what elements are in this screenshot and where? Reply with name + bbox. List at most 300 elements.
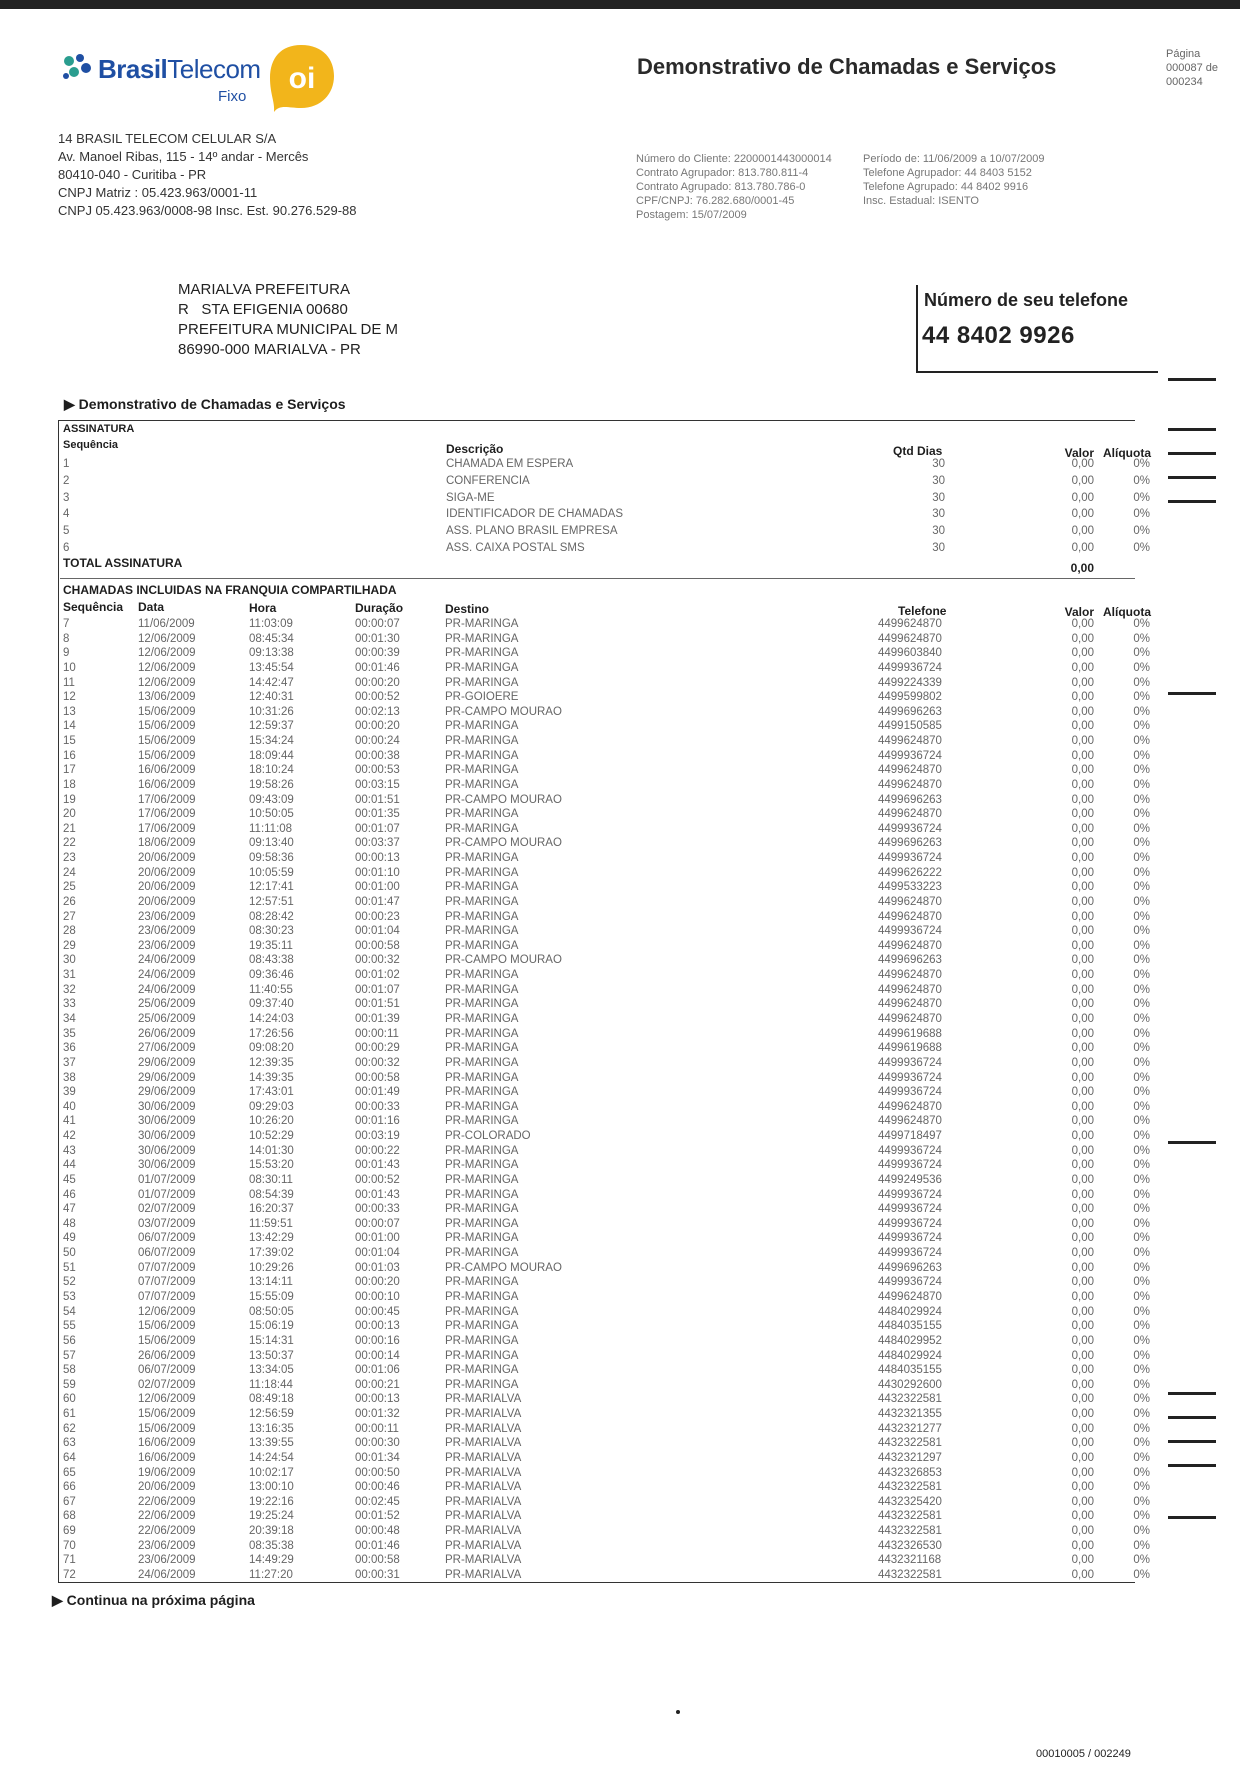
call-cell-valor: 0,00 <box>1071 1086 1094 1099</box>
call-cell-seq: 54 <box>63 1305 76 1318</box>
call-cell-valor: 0,00 <box>1071 749 1094 762</box>
call-cell-hora: 19:22:16 <box>249 1495 294 1508</box>
call-cell-telefone: 4499696263 <box>878 705 942 718</box>
chamadas-header-telefone: Telefone <box>898 604 947 618</box>
call-cell-seq: 66 <box>63 1481 76 1494</box>
call-cell-telefone: 4499624870 <box>878 998 942 1011</box>
call-cell-seq: 68 <box>63 1510 76 1523</box>
call-cell-data: 30/06/2009 <box>138 1115 196 1128</box>
call-cell-data: 17/06/2009 <box>138 793 196 806</box>
call-cell-destino: PR-MARINGA <box>445 1247 519 1260</box>
call-cell-aliquota: 0% <box>1133 969 1150 982</box>
call-cell-duracao: 00:00:13 <box>355 1393 400 1406</box>
call-cell-destino: PR-MARINGA <box>445 1217 519 1230</box>
call-cell-duracao: 00:01:35 <box>355 808 400 821</box>
call-cell-aliquota: 0% <box>1133 1568 1150 1581</box>
call-cell-telefone: 4499624870 <box>878 778 942 791</box>
call-cell-aliquota: 0% <box>1133 910 1150 923</box>
call-cell-aliquota: 0% <box>1133 1451 1150 1464</box>
call-cell-hora: 13:50:37 <box>249 1349 294 1362</box>
call-cell-destino: PR-MARIALVA <box>445 1422 522 1435</box>
call-cell-data: 07/07/2009 <box>138 1261 196 1274</box>
call-cell-hora: 15:14:31 <box>249 1334 294 1347</box>
call-cell-destino: PR-MARINGA <box>445 735 519 748</box>
page-indicator: Página 000087 de 000234 <box>1166 48 1218 88</box>
call-cell-data: 03/07/2009 <box>138 1217 196 1230</box>
call-cell-duracao: 00:01:51 <box>355 793 400 806</box>
call-cell-destino: PR-CAMPO MOURAO <box>445 837 562 850</box>
call-cell-aliquota: 0% <box>1133 1042 1150 1055</box>
call-cell-destino: PR-MARINGA <box>445 618 519 630</box>
call-cell-valor: 0,00 <box>1071 1495 1094 1508</box>
call-cell-data: 15/06/2009 <box>138 1334 196 1347</box>
call-cell-hora: 17:26:56 <box>249 1027 294 1040</box>
call-cell-seq: 55 <box>63 1320 76 1333</box>
call-cell-telefone: 4484035155 <box>878 1364 942 1377</box>
call-cell-duracao: 00:00:22 <box>355 1144 400 1157</box>
call-cell-hora: 11:59:51 <box>249 1217 293 1230</box>
call-cell-data: 15/06/2009 <box>138 1320 196 1333</box>
call-cell-telefone: 4432325420 <box>878 1495 942 1508</box>
account-info-right: Período de: 11/06/2009 a 10/07/2009 Telefone Agrupador: 44 8403 5152 Telefone Agrupado: 44 8402 9916 Insc. Estadual: ISENTO <box>863 153 1045 207</box>
call-cell-duracao: 00:00:58 <box>355 1071 400 1084</box>
chamadas-header-aliquota: Alíquota <box>1103 605 1151 619</box>
call-cell-telefone: 4484029924 <box>878 1305 942 1318</box>
call-cell-telefone: 4499936724 <box>878 822 942 835</box>
call-cell-aliquota: 0% <box>1133 1364 1150 1377</box>
call-cell-valor: 0,00 <box>1071 1232 1094 1245</box>
call-cell-valor: 0,00 <box>1071 1027 1094 1040</box>
call-cell-duracao: 00:03:37 <box>355 837 400 850</box>
call-cell-valor: 0,00 <box>1071 1437 1094 1450</box>
call-cell-aliquota: 0% <box>1133 749 1150 762</box>
call-cell-seq: 56 <box>63 1334 76 1347</box>
assinatura-cell-qtd: 30 <box>932 542 945 554</box>
assinatura-cell-qtd: 30 <box>932 508 945 521</box>
call-cell-seq: 60 <box>63 1393 76 1406</box>
call-cell-destino: PR-MARINGA <box>445 1013 519 1025</box>
margin-mark <box>1168 1141 1216 1144</box>
call-cell-data: 25/06/2009 <box>138 998 196 1011</box>
call-cell-data: 15/06/2009 <box>138 705 196 718</box>
call-cell-data: 12/06/2009 <box>138 676 196 689</box>
call-cell-seq: 36 <box>63 1042 76 1055</box>
call-cell-destino: PR-MARINGA <box>445 764 519 777</box>
call-cell-hora: 10:02:17 <box>249 1466 294 1479</box>
call-cell-data: 24/06/2009 <box>138 983 196 996</box>
call-cell-telefone: 4499624870 <box>878 1013 942 1025</box>
call-cell-destino: PR-MARINGA <box>445 632 519 645</box>
call-cell-telefone: 4499599802 <box>878 691 942 704</box>
call-cell-hora: 13:45:54 <box>249 661 294 674</box>
call-cell-hora: 18:09:44 <box>249 749 294 762</box>
call-cell-aliquota: 0% <box>1133 1510 1150 1523</box>
call-cell-telefone: 4499936724 <box>878 1276 942 1289</box>
assinatura-cell-aliquota: 0% <box>1133 491 1150 504</box>
call-cell-destino: PR-MARINGA <box>445 1364 519 1377</box>
call-cell-data: 30/06/2009 <box>138 1100 196 1113</box>
oi-logo-icon <box>266 42 336 112</box>
call-cell-aliquota: 0% <box>1133 1130 1150 1143</box>
call-cell-destino: PR-MARINGA <box>445 1378 519 1391</box>
call-cell-valor: 0,00 <box>1071 1510 1094 1523</box>
call-cell-valor: 0,00 <box>1071 1042 1094 1055</box>
top-border <box>0 0 1240 9</box>
call-cell-valor: 0,00 <box>1071 822 1094 835</box>
call-cell-telefone: 4499936724 <box>878 661 942 674</box>
brand-subtitle: Fixo <box>218 88 247 105</box>
call-cell-hora: 14:24:03 <box>249 1013 294 1025</box>
call-cell-duracao: 00:00:32 <box>355 954 400 967</box>
call-cell-duracao: 00:01:06 <box>355 1364 400 1377</box>
call-cell-hora: 12:57:51 <box>249 895 294 908</box>
call-cell-destino: PR-MARINGA <box>445 749 519 762</box>
call-cell-seq: 39 <box>63 1086 76 1099</box>
call-cell-data: 11/06/2009 <box>138 618 195 630</box>
call-cell-destino: PR-MARINGA <box>445 1042 519 1055</box>
call-cell-hora: 10:52:29 <box>249 1130 294 1143</box>
call-cell-telefone: 4499624870 <box>878 735 942 748</box>
call-cell-hora: 13:16:35 <box>249 1422 294 1435</box>
call-cell-data: 23/06/2009 <box>138 1554 196 1567</box>
call-cell-aliquota: 0% <box>1133 895 1150 908</box>
call-cell-destino: PR-MARINGA <box>445 866 519 879</box>
call-cell-destino: PR-MARINGA <box>445 647 519 660</box>
call-cell-destino: PR-MARINGA <box>445 1086 519 1099</box>
call-cell-valor: 0,00 <box>1071 1100 1094 1113</box>
call-cell-valor: 0,00 <box>1071 1393 1094 1406</box>
call-cell-seq: 25 <box>63 881 76 894</box>
call-cell-valor: 0,00 <box>1071 735 1094 748</box>
margin-mark <box>1168 692 1216 695</box>
call-cell-duracao: 00:00:33 <box>355 1203 400 1216</box>
call-cell-destino: PR-COLORADO <box>445 1130 531 1143</box>
call-cell-seq: 42 <box>63 1130 76 1143</box>
call-cell-valor: 0,00 <box>1071 1451 1094 1464</box>
call-cell-destino: PR-MARIALVA <box>445 1568 522 1581</box>
phone-number-value: 44 8402 9926 <box>922 322 1075 349</box>
call-cell-aliquota: 0% <box>1133 1027 1150 1040</box>
call-cell-aliquota: 0% <box>1133 691 1150 704</box>
call-cell-seq: 22 <box>63 837 76 850</box>
call-cell-aliquota: 0% <box>1133 1408 1150 1421</box>
call-cell-seq: 72 <box>63 1568 76 1581</box>
call-cell-hora: 09:13:38 <box>249 647 294 660</box>
account-info-left: Número do Cliente: 2200001443000014 Contrato Agrupador: 813.780.811-4 Contrato Agrupado: 813.780.786-0 CPF/CNPJ: 76.282.680/0001-45 Postagem: 15/07/2009 <box>636 153 832 221</box>
call-cell-seq: 45 <box>63 1173 76 1186</box>
document-title: Demonstrativo de Chamadas e Serviços <box>637 54 1057 79</box>
call-cell-telefone: 4499624870 <box>878 1100 942 1113</box>
call-cell-seq: 38 <box>63 1071 76 1084</box>
margin-mark <box>1168 428 1216 431</box>
call-cell-seq: 61 <box>63 1408 76 1421</box>
call-cell-destino: PR-MARINGA <box>445 939 519 952</box>
call-cell-destino: PR-MARINGA <box>445 998 519 1011</box>
call-cell-duracao: 00:00:20 <box>355 1276 400 1289</box>
call-cell-hora: 14:24:54 <box>249 1451 294 1464</box>
call-cell-duracao: 00:01:16 <box>355 1115 400 1128</box>
assinatura-header-valor: Valor <box>1064 446 1094 460</box>
call-cell-telefone: 4499619688 <box>878 1027 942 1040</box>
call-cell-destino: PR-MARINGA <box>445 1027 519 1040</box>
call-cell-duracao: 00:00:11 <box>355 1422 399 1435</box>
call-cell-destino: PR-MARINGA <box>445 1232 519 1245</box>
call-cell-duracao: 00:00:32 <box>355 1056 400 1069</box>
assinatura-cell-seq: 2 <box>63 474 70 487</box>
call-cell-seq: 17 <box>63 764 76 777</box>
call-cell-data: 29/06/2009 <box>138 1071 196 1084</box>
call-cell-valor: 0,00 <box>1071 1261 1094 1274</box>
call-cell-data: 30/06/2009 <box>138 1130 196 1143</box>
call-cell-data: 12/06/2009 <box>138 632 196 645</box>
call-cell-seq: 63 <box>63 1437 76 1450</box>
brasil-telecom-logo-icon <box>60 52 94 82</box>
call-cell-valor: 0,00 <box>1071 1539 1094 1552</box>
call-cell-aliquota: 0% <box>1133 647 1150 660</box>
call-cell-telefone: 4484029924 <box>878 1349 942 1362</box>
footer-code: 00010005 / 002249 <box>1036 1748 1131 1760</box>
call-cell-hora: 17:39:02 <box>249 1247 294 1260</box>
call-cell-duracao: 00:00:50 <box>355 1466 400 1479</box>
call-cell-seq: 70 <box>63 1539 76 1552</box>
call-cell-seq: 46 <box>63 1188 76 1201</box>
call-cell-duracao: 00:00:13 <box>355 1320 400 1333</box>
call-cell-telefone: 4499224339 <box>878 676 942 689</box>
call-cell-valor: 0,00 <box>1071 939 1094 952</box>
call-cell-aliquota: 0% <box>1133 1290 1150 1303</box>
call-cell-valor: 0,00 <box>1071 661 1094 674</box>
call-cell-telefone: 4499150585 <box>878 720 942 733</box>
margin-mark <box>1168 500 1216 503</box>
assinatura-cell-seq: 4 <box>63 508 70 521</box>
call-cell-data: 15/06/2009 <box>138 1422 196 1435</box>
call-cell-duracao: 00:01:03 <box>355 1261 400 1274</box>
assinatura-header-aliquota: Alíquota <box>1103 446 1151 460</box>
call-cell-duracao: 00:00:52 <box>355 1173 400 1186</box>
call-cell-seq: 58 <box>63 1364 76 1377</box>
call-cell-aliquota: 0% <box>1133 1320 1150 1333</box>
call-cell-duracao: 00:00:30 <box>355 1437 400 1450</box>
assinatura-cell-seq: 5 <box>63 525 70 538</box>
call-cell-hora: 19:58:26 <box>249 778 294 791</box>
call-cell-telefone: 4432321355 <box>878 1408 942 1421</box>
call-cell-hora: 13:14:11 <box>249 1276 293 1289</box>
call-cell-aliquota: 0% <box>1133 1203 1150 1216</box>
call-cell-aliquota: 0% <box>1133 705 1150 718</box>
call-cell-destino: PR-MARINGA <box>445 1056 519 1069</box>
call-cell-telefone: 4499624870 <box>878 895 942 908</box>
call-cell-aliquota: 0% <box>1133 1188 1150 1201</box>
chamadas-header-data: Data <box>138 600 165 614</box>
call-cell-duracao: 00:02:45 <box>355 1495 400 1508</box>
call-cell-valor: 0,00 <box>1071 837 1094 850</box>
call-cell-telefone: 4499696263 <box>878 837 942 850</box>
call-cell-duracao: 00:00:29 <box>355 1042 400 1055</box>
assinatura-header-seq: Sequência <box>63 439 119 451</box>
call-cell-data: 27/06/2009 <box>138 1042 196 1055</box>
call-cell-aliquota: 0% <box>1133 822 1150 835</box>
assinatura-total-value: 0,00 <box>1070 561 1094 575</box>
call-cell-telefone: 4499624870 <box>878 969 942 982</box>
call-cell-telefone: 4499624870 <box>878 910 942 923</box>
call-cell-destino: PR-MARIALVA <box>445 1451 522 1464</box>
call-cell-destino: PR-MARIALVA <box>445 1525 522 1538</box>
call-cell-duracao: 00:00:07 <box>355 1217 400 1230</box>
call-cell-seq: 50 <box>63 1247 76 1260</box>
call-cell-destino: PR-CAMPO MOURAO <box>445 705 562 718</box>
call-cell-destino: PR-MARINGA <box>445 1144 519 1157</box>
call-cell-valor: 0,00 <box>1071 925 1094 938</box>
assinatura-cell-valor: 0,00 <box>1071 491 1094 504</box>
call-cell-data: 15/06/2009 <box>138 1408 196 1421</box>
call-cell-destino: PR-MARINGA <box>445 895 519 908</box>
call-cell-destino: PR-MARINGA <box>445 1320 519 1333</box>
call-cell-seq: 19 <box>63 793 76 806</box>
call-cell-duracao: 00:01:47 <box>355 895 400 908</box>
call-cell-aliquota: 0% <box>1133 735 1150 748</box>
call-cell-data: 15/06/2009 <box>138 735 196 748</box>
call-cell-destino: PR-MARIALVA <box>445 1393 522 1406</box>
call-cell-hora: 13:00:10 <box>249 1481 294 1494</box>
call-cell-data: 16/06/2009 <box>138 764 196 777</box>
call-cell-hora: 18:10:24 <box>249 764 294 777</box>
call-cell-duracao: 00:00:58 <box>355 939 400 952</box>
call-cell-destino: PR-MARINGA <box>445 778 519 791</box>
call-cell-hora: 08:35:38 <box>249 1539 294 1552</box>
call-cell-data: 23/06/2009 <box>138 925 196 938</box>
call-cell-destino: PR-MARINGA <box>445 852 519 865</box>
call-cell-valor: 0,00 <box>1071 676 1094 689</box>
call-cell-telefone: 4499696263 <box>878 1261 942 1274</box>
call-cell-valor: 0,00 <box>1071 618 1094 630</box>
call-cell-valor: 0,00 <box>1071 1247 1094 1260</box>
assinatura-cell-desc: ASS. PLANO BRASIL EMPRESA <box>446 525 618 538</box>
call-cell-valor: 0,00 <box>1071 969 1094 982</box>
call-cell-data: 22/06/2009 <box>138 1495 196 1508</box>
call-cell-valor: 0,00 <box>1071 647 1094 660</box>
triangle-right-icon: ▶ <box>52 1592 63 1608</box>
call-cell-data: 30/06/2009 <box>138 1159 196 1172</box>
call-cell-duracao: 00:00:38 <box>355 749 400 762</box>
call-cell-hora: 08:28:42 <box>249 910 294 923</box>
assinatura-cell-desc: IDENTIFICADOR DE CHAMADAS <box>446 508 623 521</box>
call-cell-aliquota: 0% <box>1133 1056 1150 1069</box>
call-cell-seq: 64 <box>63 1451 76 1464</box>
call-cell-data: 24/06/2009 <box>138 954 196 967</box>
call-cell-hora: 11:11:08 <box>249 822 293 835</box>
call-cell-valor: 0,00 <box>1071 691 1094 704</box>
call-cell-data: 29/06/2009 <box>138 1056 196 1069</box>
call-cell-aliquota: 0% <box>1133 1173 1150 1186</box>
assinatura-cell-qtd: 30 <box>932 474 945 487</box>
call-cell-duracao: 00:01:04 <box>355 1247 400 1260</box>
call-cell-aliquota: 0% <box>1133 676 1150 689</box>
call-cell-seq: 43 <box>63 1144 76 1157</box>
call-cell-data: 17/06/2009 <box>138 808 196 821</box>
call-cell-data: 20/06/2009 <box>138 895 196 908</box>
call-cell-seq: 18 <box>63 778 76 791</box>
call-cell-seq: 7 <box>63 618 70 630</box>
call-cell-hora: 17:43:01 <box>249 1086 294 1099</box>
call-cell-valor: 0,00 <box>1071 983 1094 996</box>
call-cell-valor: 0,00 <box>1071 998 1094 1011</box>
call-cell-destino: PR-MARINGA <box>445 808 519 821</box>
call-cell-aliquota: 0% <box>1133 1349 1150 1362</box>
call-cell-telefone: 4432326853 <box>878 1466 942 1479</box>
call-cell-duracao: 00:02:13 <box>355 705 400 718</box>
call-cell-valor: 0,00 <box>1071 720 1094 733</box>
call-cell-duracao: 00:01:43 <box>355 1159 400 1172</box>
call-cell-hora: 08:43:38 <box>249 954 294 967</box>
call-cell-data: 13/06/2009 <box>138 691 196 704</box>
assinatura-total-label: TOTAL ASSINATURA <box>63 556 183 570</box>
assinatura-cell-seq: 6 <box>63 542 70 554</box>
section-divider <box>60 578 1135 579</box>
call-cell-hora: 14:42:47 <box>249 676 294 689</box>
call-cell-data: 20/06/2009 <box>138 881 196 894</box>
call-cell-telefone: 4432326530 <box>878 1539 942 1552</box>
call-cell-hora: 12:56:59 <box>249 1408 294 1421</box>
call-cell-data: 02/07/2009 <box>138 1378 196 1391</box>
call-cell-valor: 0,00 <box>1071 866 1094 879</box>
call-cell-data: 25/06/2009 <box>138 1013 196 1025</box>
table-left-rule <box>58 420 59 1582</box>
call-cell-aliquota: 0% <box>1133 1276 1150 1289</box>
call-cell-aliquota: 0% <box>1133 998 1150 1011</box>
call-cell-destino: PR-MARINGA <box>445 1100 519 1113</box>
call-cell-seq: 20 <box>63 808 76 821</box>
call-cell-aliquota: 0% <box>1133 1378 1150 1391</box>
call-cell-destino: PR-MARINGA <box>445 881 519 894</box>
call-cell-valor: 0,00 <box>1071 1173 1094 1186</box>
chamadas-header-valor: Valor <box>1064 605 1094 619</box>
call-cell-hora: 08:30:23 <box>249 925 294 938</box>
call-cell-hora: 14:39:35 <box>249 1071 294 1084</box>
call-cell-telefone: 4499624870 <box>878 983 942 996</box>
assinatura-cell-seq: 1 <box>63 458 70 470</box>
call-cell-aliquota: 0% <box>1133 1305 1150 1318</box>
call-cell-hora: 09:36:46 <box>249 969 294 982</box>
call-cell-valor: 0,00 <box>1071 1305 1094 1318</box>
call-cell-destino: PR-MARINGA <box>445 1115 519 1128</box>
assinatura-cell-aliquota: 0% <box>1133 474 1150 487</box>
assinatura-cell-valor: 0,00 <box>1071 458 1094 470</box>
call-cell-telefone: 4499533223 <box>878 881 942 894</box>
call-cell-destino: PR-MARINGA <box>445 1203 519 1216</box>
call-cell-data: 12/06/2009 <box>138 647 196 660</box>
call-cell-valor: 0,00 <box>1071 1056 1094 1069</box>
assinatura-cell-desc: CHAMADA EM ESPERA <box>446 458 574 470</box>
call-cell-seq: 57 <box>63 1349 76 1362</box>
call-cell-data: 19/06/2009 <box>138 1466 196 1479</box>
issuer-block: 14 BRASIL TELECOM CELULAR S/A Av. Manoel Ribas, 115 - 14º andar - Mercês 80410-040 - Curitiba - PR CNPJ Matriz : 05.423.963/0001-11 CNPJ 05.423.963/0008-98 Insc. Est. 90.276.529-88 <box>58 131 357 218</box>
dot-mark <box>676 1710 680 1714</box>
call-cell-destino: PR-CAMPO MOURAO <box>445 1261 562 1274</box>
call-cell-destino: PR-MARINGA <box>445 1276 519 1289</box>
call-cell-seq: 10 <box>63 661 76 674</box>
call-cell-duracao: 00:01:32 <box>355 1408 400 1421</box>
call-cell-telefone: 4432321297 <box>878 1451 942 1464</box>
call-cell-telefone: 4430292600 <box>878 1378 942 1391</box>
margin-mark <box>1168 1440 1216 1443</box>
call-cell-destino: PR-MARINGA <box>445 1173 519 1186</box>
call-cell-aliquota: 0% <box>1133 881 1150 894</box>
call-cell-data: 06/07/2009 <box>138 1247 196 1260</box>
call-cell-duracao: 00:01:04 <box>355 925 400 938</box>
call-cell-telefone: 4499619688 <box>878 1042 942 1055</box>
call-cell-duracao: 00:00:33 <box>355 1100 400 1113</box>
assinatura-cell-aliquota: 0% <box>1133 458 1150 470</box>
